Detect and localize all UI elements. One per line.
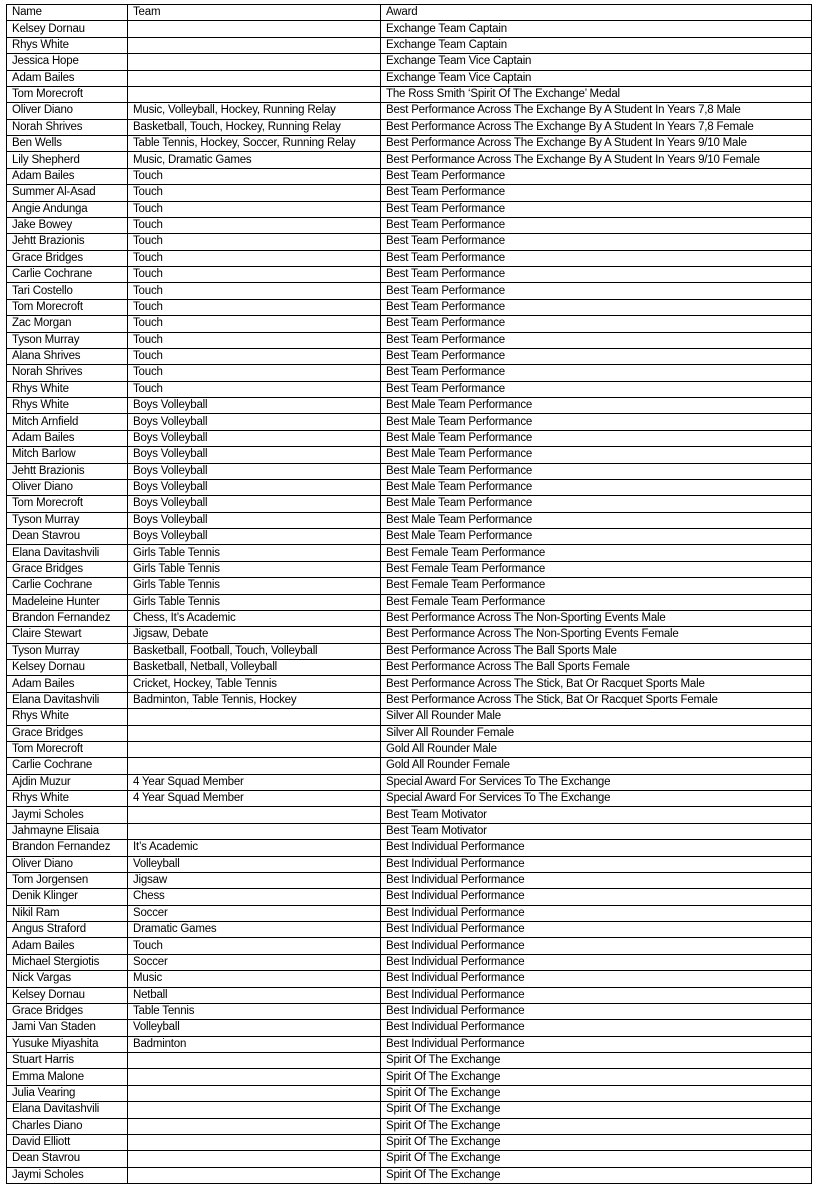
table-row: [7, 889, 812, 905]
table-row: [7, 119, 812, 135]
cell-award: Best Team Performance: [381, 283, 812, 299]
cell-award: Spirit Of The Exchange: [381, 1167, 812, 1183]
cell-team: Touch: [128, 299, 381, 315]
cell-award: Best Team Performance: [381, 332, 812, 348]
cell-award: Best Performance Across The Exchange By A Student In Years 7,8 Male: [381, 103, 812, 119]
table-row: [7, 217, 812, 233]
cell-name: Ben Wells: [7, 136, 128, 152]
cell-name: Denik Klinger: [7, 889, 128, 905]
cell-team: Chess, It’s Academic: [128, 610, 381, 626]
table-row: [7, 152, 812, 168]
cell-name: Yusuke Miyashita: [7, 1036, 128, 1052]
cell-award: Best Male Team Performance: [381, 496, 812, 512]
table-row: [7, 578, 812, 594]
cell-team: Basketball, Football, Touch, Volleyball: [128, 643, 381, 659]
table-row: [7, 1167, 812, 1183]
cell-name: Claire Stewart: [7, 627, 128, 643]
cell-team: [128, 1167, 381, 1183]
cell-award: Silver All Rounder Female: [381, 725, 812, 741]
table-row: [7, 545, 812, 561]
table-row: [7, 496, 812, 512]
cell-award: Best Team Performance: [381, 185, 812, 201]
cell-team: Touch: [128, 201, 381, 217]
cell-team: Music, Volleyball, Hockey, Running Relay: [128, 103, 381, 119]
cell-team: 4 Year Squad Member: [128, 774, 381, 790]
cell-award: Best Male Team Performance: [381, 414, 812, 430]
cell-award: Best Individual Performance: [381, 1020, 812, 1036]
cell-team: Touch: [128, 217, 381, 233]
cell-team: Girls Table Tennis: [128, 578, 381, 594]
cell-award: Best Male Team Performance: [381, 463, 812, 479]
cell-award: Best Team Performance: [381, 316, 812, 332]
table-row: [7, 987, 812, 1003]
cell-name: Grace Bridges: [7, 561, 128, 577]
table-row: [7, 86, 812, 102]
cell-team: Dramatic Games: [128, 922, 381, 938]
cell-award: Best Female Team Performance: [381, 578, 812, 594]
cell-award: Best Individual Performance: [381, 905, 812, 921]
cell-team: Touch: [128, 938, 381, 954]
cell-name: Zac Morgan: [7, 316, 128, 332]
cell-team: Girls Table Tennis: [128, 594, 381, 610]
cell-award: Best Individual Performance: [381, 856, 812, 872]
cell-team: Boys Volleyball: [128, 529, 381, 545]
cell-name: Elana Davitashvili: [7, 545, 128, 561]
cell-name: Charles Diano: [7, 1118, 128, 1134]
cell-team: Music: [128, 971, 381, 987]
table-row: [7, 594, 812, 610]
cell-name: Nikil Ram: [7, 905, 128, 921]
cell-award: Spirit Of The Exchange: [381, 1118, 812, 1134]
cell-name: Tom Morecroft: [7, 299, 128, 315]
cell-name: Jessica Hope: [7, 54, 128, 70]
cell-name: Adam Bailes: [7, 938, 128, 954]
cell-team: [128, 1151, 381, 1167]
cell-award: Best Performance Across The Ball Sports Female: [381, 660, 812, 676]
cell-name: Tom Morecroft: [7, 86, 128, 102]
cell-team: Touch: [128, 234, 381, 250]
cell-award: Best Team Performance: [381, 168, 812, 184]
cell-award: Best Team Performance: [381, 381, 812, 397]
table-row: [7, 627, 812, 643]
cell-award: Best Team Motivator: [381, 807, 812, 823]
cell-award: Best Team Performance: [381, 201, 812, 217]
table-row: [7, 954, 812, 970]
table-row: [7, 1085, 812, 1101]
cell-team: Boys Volleyball: [128, 398, 381, 414]
cell-award: Best Team Performance: [381, 299, 812, 315]
cell-team: [128, 1134, 381, 1150]
cell-team: [128, 21, 381, 37]
cell-name: Grace Bridges: [7, 1003, 128, 1019]
cell-award: Best Performance Across The Ball Sports Male: [381, 643, 812, 659]
table-row: [7, 709, 812, 725]
cell-award: Spirit Of The Exchange: [381, 1085, 812, 1101]
cell-name: Tom Morecroft: [7, 496, 128, 512]
cell-name: Elana Davitashvili: [7, 1102, 128, 1118]
cell-award: Best Male Team Performance: [381, 479, 812, 495]
cell-name: Norah Shrives: [7, 365, 128, 381]
cell-name: David Elliott: [7, 1134, 128, 1150]
awards-table: [6, 4, 812, 1184]
cell-team: Touch: [128, 168, 381, 184]
table-row: [7, 741, 812, 757]
cell-award: Best Individual Performance: [381, 938, 812, 954]
cell-award: Special Award For Services To The Exchange: [381, 791, 812, 807]
table-row: [7, 168, 812, 184]
cell-award: Best Individual Performance: [381, 1003, 812, 1019]
cell-team: Basketball, Netball, Volleyball: [128, 660, 381, 676]
table-row: [7, 136, 812, 152]
cell-name: Jaymi Scholes: [7, 1167, 128, 1183]
table-row: [7, 316, 812, 332]
table-row: [7, 692, 812, 708]
cell-name: Carlie Cochrane: [7, 758, 128, 774]
table-row: [7, 643, 812, 659]
cell-name: Kelsey Dornau: [7, 987, 128, 1003]
table-row: [7, 37, 812, 53]
cell-award: Gold All Rounder Female: [381, 758, 812, 774]
cell-award: Spirit Of The Exchange: [381, 1134, 812, 1150]
table-row: [7, 823, 812, 839]
table-row: [7, 856, 812, 872]
table-row: [7, 398, 812, 414]
cell-award: Best Team Performance: [381, 250, 812, 266]
cell-award: Best Female Team Performance: [381, 561, 812, 577]
cell-name: Angus Straford: [7, 922, 128, 938]
cell-award: Exchange Team Captain: [381, 37, 812, 53]
cell-name: Dean Stavrou: [7, 1151, 128, 1167]
cell-name: Adam Bailes: [7, 430, 128, 446]
cell-name: Stuart Harris: [7, 1053, 128, 1069]
table-row: [7, 512, 812, 528]
table-row: [7, 872, 812, 888]
cell-award: Exchange Team Vice Captain: [381, 54, 812, 70]
cell-award: Best Performance Across The Stick, Bat Or Racquet Sports Female: [381, 692, 812, 708]
header-award: Award: [381, 5, 812, 21]
table-row: [7, 791, 812, 807]
cell-team: Touch: [128, 283, 381, 299]
table-row: [7, 479, 812, 495]
cell-name: Dean Stavrou: [7, 529, 128, 545]
cell-name: Jahmayne Elisaia: [7, 823, 128, 839]
cell-team: Touch: [128, 267, 381, 283]
cell-award: Best Individual Performance: [381, 922, 812, 938]
cell-name: Brandon Fernandez: [7, 610, 128, 626]
cell-team: [128, 725, 381, 741]
table-row: [7, 938, 812, 954]
table-row: [7, 774, 812, 790]
cell-award: Best Performance Across The Exchange By A Student In Years 9/10 Male: [381, 136, 812, 152]
table-row: [7, 332, 812, 348]
table-row: [7, 529, 812, 545]
cell-team: Boys Volleyball: [128, 496, 381, 512]
cell-team: [128, 807, 381, 823]
cell-team: Girls Table Tennis: [128, 561, 381, 577]
table-row: [7, 561, 812, 577]
cell-team: Girls Table Tennis: [128, 545, 381, 561]
cell-name: Adam Bailes: [7, 168, 128, 184]
cell-name: Jehtt Brazionis: [7, 234, 128, 250]
cell-name: Tari Costello: [7, 283, 128, 299]
cell-team: Badminton: [128, 1036, 381, 1052]
cell-award: Best Performance Across The Non-Sporting Events Male: [381, 610, 812, 626]
cell-team: Music, Dramatic Games: [128, 152, 381, 168]
cell-award: Best Performance Across The Exchange By A Student In Years 9/10 Female: [381, 152, 812, 168]
cell-name: Grace Bridges: [7, 725, 128, 741]
cell-team: [128, 70, 381, 86]
cell-team: [128, 1085, 381, 1101]
cell-name: Adam Bailes: [7, 70, 128, 86]
cell-team: Chess: [128, 889, 381, 905]
cell-name: Brandon Fernandez: [7, 840, 128, 856]
table-row: [7, 1118, 812, 1134]
cell-team: Table Tennis, Hockey, Soccer, Running Relay: [128, 136, 381, 152]
table-body: [7, 21, 812, 1184]
cell-name: Elana Davitashvili: [7, 692, 128, 708]
table-row: [7, 1102, 812, 1118]
cell-name: Tom Morecroft: [7, 741, 128, 757]
cell-award: Spirit Of The Exchange: [381, 1102, 812, 1118]
cell-name: Rhys White: [7, 398, 128, 414]
cell-team: Touch: [128, 348, 381, 364]
table-row: [7, 807, 812, 823]
cell-name: Jami Van Staden: [7, 1020, 128, 1036]
table-row: [7, 70, 812, 86]
table-row: [7, 1003, 812, 1019]
table-row: [7, 234, 812, 250]
cell-team: [128, 709, 381, 725]
cell-team: [128, 1053, 381, 1069]
table-row: [7, 21, 812, 37]
cell-team: Touch: [128, 332, 381, 348]
cell-name: Julia Vearing: [7, 1085, 128, 1101]
cell-team: Touch: [128, 365, 381, 381]
cell-award: Best Team Performance: [381, 234, 812, 250]
cell-award: The Ross Smith ‘Spirit Of The Exchange’ Medal: [381, 86, 812, 102]
cell-name: Adam Bailes: [7, 676, 128, 692]
cell-name: Carlie Cochrane: [7, 578, 128, 594]
cell-team: Basketball, Touch, Hockey, Running Relay: [128, 119, 381, 135]
cell-award: Best Performance Across The Non-Sporting Events Female: [381, 627, 812, 643]
table-row: [7, 905, 812, 921]
cell-team: Boys Volleyball: [128, 463, 381, 479]
cell-award: Best Male Team Performance: [381, 529, 812, 545]
table-row: [7, 758, 812, 774]
table-row: [7, 103, 812, 119]
cell-team: [128, 86, 381, 102]
header-team: Team: [128, 5, 381, 21]
cell-team: Boys Volleyball: [128, 430, 381, 446]
cell-team: Jigsaw: [128, 872, 381, 888]
cell-award: Exchange Team Captain: [381, 21, 812, 37]
cell-name: Rhys White: [7, 709, 128, 725]
cell-name: Jaymi Scholes: [7, 807, 128, 823]
table-row: [7, 185, 812, 201]
table-row: [7, 365, 812, 381]
cell-team: [128, 1118, 381, 1134]
cell-team: [128, 1069, 381, 1085]
cell-team: [128, 37, 381, 53]
header-name: Name: [7, 5, 128, 21]
cell-award: Spirit Of The Exchange: [381, 1151, 812, 1167]
cell-award: Best Individual Performance: [381, 971, 812, 987]
cell-team: Table Tennis: [128, 1003, 381, 1019]
cell-award: Best Individual Performance: [381, 954, 812, 970]
cell-name: Kelsey Dornau: [7, 660, 128, 676]
cell-name: Carlie Cochrane: [7, 267, 128, 283]
table-row: [7, 676, 812, 692]
table-row: [7, 1053, 812, 1069]
cell-team: Netball: [128, 987, 381, 1003]
cell-award: Best Female Team Performance: [381, 545, 812, 561]
cell-award: Spirit Of The Exchange: [381, 1069, 812, 1085]
cell-award: Best Female Team Performance: [381, 594, 812, 610]
cell-name: Emma Malone: [7, 1069, 128, 1085]
cell-name: Ajdin Muzur: [7, 774, 128, 790]
header-row: [7, 5, 812, 21]
cell-team: Volleyball: [128, 1020, 381, 1036]
cell-award: Best Team Performance: [381, 217, 812, 233]
cell-team: Badminton, Table Tennis, Hockey: [128, 692, 381, 708]
cell-name: Tyson Murray: [7, 512, 128, 528]
table-row: [7, 610, 812, 626]
cell-name: Norah Shrives: [7, 119, 128, 135]
table-row: [7, 1134, 812, 1150]
table-row: [7, 1151, 812, 1167]
cell-team: Cricket, Hockey, Table Tennis: [128, 676, 381, 692]
cell-name: Summer Al-Asad: [7, 185, 128, 201]
cell-name: Nick Vargas: [7, 971, 128, 987]
table-row: [7, 250, 812, 266]
cell-name: Oliver Diano: [7, 856, 128, 872]
cell-name: Rhys White: [7, 381, 128, 397]
cell-team: Touch: [128, 250, 381, 266]
table-row: [7, 1036, 812, 1052]
cell-award: Best Male Team Performance: [381, 398, 812, 414]
cell-award: Best Individual Performance: [381, 872, 812, 888]
cell-team: Jigsaw, Debate: [128, 627, 381, 643]
table-row: [7, 1069, 812, 1085]
table-row: [7, 414, 812, 430]
cell-team: Soccer: [128, 954, 381, 970]
cell-name: Tom Jorgensen: [7, 872, 128, 888]
cell-award: Gold All Rounder Male: [381, 741, 812, 757]
table-row: [7, 1020, 812, 1036]
table-row: [7, 348, 812, 364]
table-row: [7, 922, 812, 938]
cell-award: Best Individual Performance: [381, 840, 812, 856]
cell-team: Boys Volleyball: [128, 447, 381, 463]
cell-name: Mitch Barlow: [7, 447, 128, 463]
table-row: [7, 283, 812, 299]
cell-name: Mitch Arnfield: [7, 414, 128, 430]
table-row: [7, 660, 812, 676]
cell-team: Boys Volleyball: [128, 479, 381, 495]
cell-name: Lily Shepherd: [7, 152, 128, 168]
cell-name: Jake Bowey: [7, 217, 128, 233]
cell-team: Touch: [128, 316, 381, 332]
cell-award: Best Individual Performance: [381, 889, 812, 905]
cell-team: [128, 823, 381, 839]
cell-name: Kelsey Dornau: [7, 21, 128, 37]
table-row: [7, 971, 812, 987]
table-row: [7, 201, 812, 217]
cell-award: Best Team Performance: [381, 348, 812, 364]
table-row: [7, 463, 812, 479]
cell-team: 4 Year Squad Member: [128, 791, 381, 807]
cell-name: Grace Bridges: [7, 250, 128, 266]
table-row: [7, 381, 812, 397]
cell-award: Best Male Team Performance: [381, 512, 812, 528]
cell-award: Spirit Of The Exchange: [381, 1053, 812, 1069]
cell-team: Soccer: [128, 905, 381, 921]
table-row: [7, 267, 812, 283]
table-row: [7, 447, 812, 463]
cell-award: Best Performance Across The Stick, Bat Or Racquet Sports Male: [381, 676, 812, 692]
cell-team: It’s Academic: [128, 840, 381, 856]
table-row: [7, 430, 812, 446]
cell-team: Touch: [128, 185, 381, 201]
cell-award: Exchange Team Vice Captain: [381, 70, 812, 86]
cell-team: Boys Volleyball: [128, 414, 381, 430]
cell-team: [128, 758, 381, 774]
cell-award: Best Male Team Performance: [381, 447, 812, 463]
cell-team: [128, 1102, 381, 1118]
cell-name: Tyson Murray: [7, 643, 128, 659]
cell-award: Best Team Performance: [381, 365, 812, 381]
table-row: [7, 54, 812, 70]
table-row: [7, 299, 812, 315]
cell-name: Rhys White: [7, 37, 128, 53]
cell-award: Silver All Rounder Male: [381, 709, 812, 725]
cell-name: Michael Stergiotis: [7, 954, 128, 970]
cell-name: Rhys White: [7, 791, 128, 807]
cell-name: Jehtt Brazionis: [7, 463, 128, 479]
cell-team: Touch: [128, 381, 381, 397]
cell-name: Angie Andunga: [7, 201, 128, 217]
cell-award: Best Individual Performance: [381, 1036, 812, 1052]
cell-award: Best Individual Performance: [381, 987, 812, 1003]
cell-name: Oliver Diano: [7, 103, 128, 119]
table-row: [7, 840, 812, 856]
cell-award: Best Male Team Performance: [381, 430, 812, 446]
cell-award: Best Performance Across The Exchange By A Student In Years 7,8 Female: [381, 119, 812, 135]
cell-team: [128, 741, 381, 757]
cell-team: Boys Volleyball: [128, 512, 381, 528]
cell-award: Best Team Performance: [381, 267, 812, 283]
cell-name: Oliver Diano: [7, 479, 128, 495]
table-row: [7, 725, 812, 741]
cell-award: Special Award For Services To The Exchange: [381, 774, 812, 790]
cell-team: Volleyball: [128, 856, 381, 872]
cell-name: Alana Shrives: [7, 348, 128, 364]
cell-award: Best Team Motivator: [381, 823, 812, 839]
cell-team: [128, 54, 381, 70]
cell-name: Tyson Murray: [7, 332, 128, 348]
cell-name: Madeleine Hunter: [7, 594, 128, 610]
